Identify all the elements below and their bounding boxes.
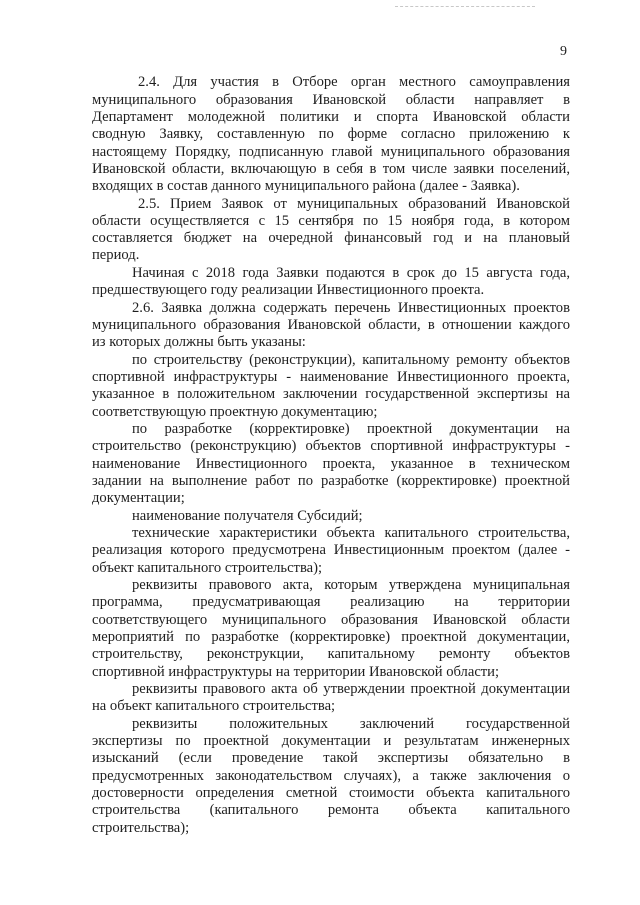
text-line: предшествующего году реализации Инвестиционного проекта. xyxy=(92,282,485,298)
text-line: сводную Заявку, составленную по форме согласно приложению к xyxy=(92,126,570,142)
text-line: Начиная с 2018 года Заявки подаются в срок до 15 августа года, xyxy=(132,265,570,281)
text-line: задании на выполнение работ по разработке (корректировке) проектной xyxy=(92,473,570,489)
text-line: на объект капитального строительства; xyxy=(92,698,336,714)
page-number: 9 xyxy=(560,44,567,59)
text-line: наименование Инвестиционного проекта, указанное в техническом xyxy=(92,456,570,472)
text-line: объект капитального строительства); xyxy=(92,560,323,576)
text-line: 2.5. Прием Заявок от муниципальных образований Ивановской xyxy=(138,196,570,212)
text-line: входящих в состав данного муниципального района (далее - Заявка). xyxy=(92,178,520,194)
text-line: по строительству (реконструкции), капитальному ремонту объектов xyxy=(132,352,570,368)
text-line: реквизиты правового акта об утверждении проектной документации xyxy=(132,681,570,697)
text-line: технические характеристики объекта капитального строительства, xyxy=(132,525,570,541)
text-line: 2.4. Для участия в Отборе орган местного самоуправления xyxy=(138,74,570,90)
text-line: реквизиты правового акта, которым утверждена муниципальная xyxy=(132,577,570,593)
text-line: строительства (капитального ремонта объекта капитального xyxy=(92,802,570,818)
text-line: достоверности определения сметной стоимости объекта капитального xyxy=(92,785,570,801)
text-line: строительство (реконструкцию) объектов спортивной инфраструктуры - xyxy=(92,438,570,454)
text-line: спортивной инфраструктуры - наименование Инвестиционного проекта, xyxy=(92,369,570,385)
text-line: соответствующего муниципального образования Ивановской области xyxy=(92,612,570,628)
scan-artifact-line xyxy=(395,6,535,7)
text-line: настоящему Порядку, подписанную главой муниципального образования xyxy=(92,144,570,160)
text-line: по разработке (корректировке) проектной документации на xyxy=(132,421,570,437)
text-line: мероприятий по разработке (корректировке) проектной документации, xyxy=(92,629,570,645)
text-line: муниципального образования Ивановской области, в отношении каждого xyxy=(92,317,570,333)
text-line: предусмотренных законодательством случаях), а также заключения о xyxy=(92,768,570,784)
text-line: 2.6. Заявка должна содержать перечень Инвестиционных проектов xyxy=(132,300,570,316)
text-line: указанное в положительном заключении государственной экспертизы на xyxy=(92,386,570,402)
text-line: спортивной инфраструктуры на территории Ивановской области; xyxy=(92,664,500,680)
text-line: составляется бюджет на очередной финансовый год и на плановый xyxy=(92,230,570,246)
text-line: Департамент молодежной политики и спорта Ивановской области xyxy=(92,109,570,125)
text-line: период. xyxy=(92,247,140,263)
text-line: области осуществляется с 15 сентября по 15 ноября года, в котором xyxy=(92,213,570,229)
text-line: экспертизы по проектной документации и результатам инженерных xyxy=(92,733,570,749)
text-line: из которых должны быть указаны: xyxy=(92,334,306,350)
text-line: Ивановской области, включающую в себя в том числе заявки поселений, xyxy=(92,161,570,177)
text-line: наименование получателя Субсидий; xyxy=(132,508,363,524)
text-line: реализация которого предусмотрена Инвестиционным проектом (далее - xyxy=(92,542,570,558)
text-line: реквизиты положительных заключений государственной xyxy=(132,716,570,732)
text-line: программа, предусматривающая реализацию на территории xyxy=(92,594,570,610)
text-line: строительства); xyxy=(92,820,190,836)
text-line: строительству, реконструкции, капитальному ремонту объектов xyxy=(92,646,570,662)
text-line: муниципального образования Ивановской области направляет в xyxy=(92,92,570,108)
text-line: документации; xyxy=(92,490,185,506)
text-line: изысканий (если проведение такой экспертизы обязательно в xyxy=(92,750,570,766)
text-line: соответствующую проектную документацию; xyxy=(92,404,378,420)
